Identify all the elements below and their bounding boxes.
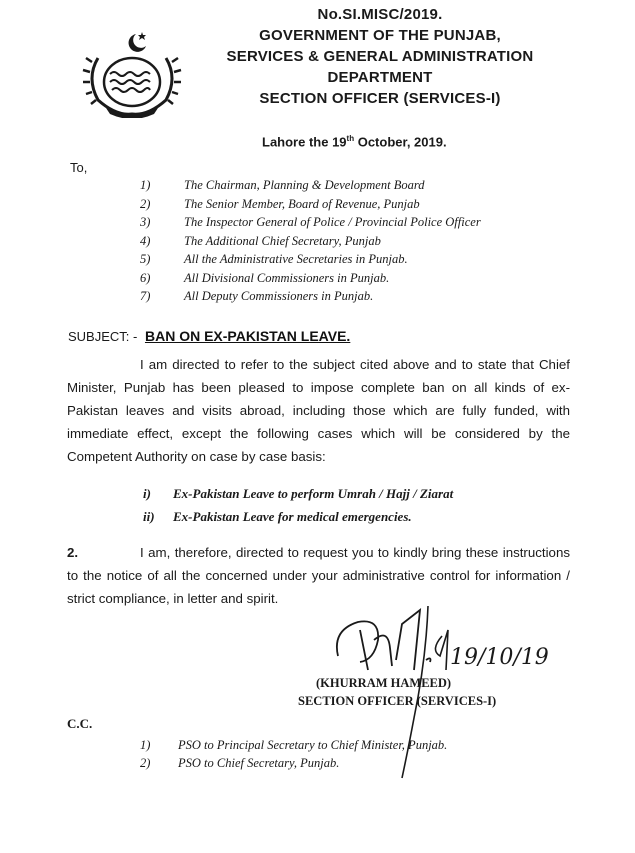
letter-date — [262, 134, 447, 149]
punjab-emblem-logo — [76, 28, 188, 118]
addressee-item-number: 1) — [140, 178, 151, 192]
exception-cases-list — [143, 486, 563, 532]
exception-case-item-number: i) — [143, 486, 151, 501]
addressee-item-text: All the Administrative Secretaries in Punjab. — [184, 252, 408, 266]
date-prefix: Lahore the 19 — [262, 134, 347, 150]
cc-item — [140, 738, 447, 756]
paragraph-1 — [67, 353, 570, 468]
exception-case-item — [143, 486, 563, 509]
date-rest: October, 2019. — [354, 134, 447, 150]
header-department: SERVICES & GENERAL ADMINISTRATION — [226, 48, 534, 65]
addressee-item-number: 3) — [140, 215, 151, 229]
addressee-item-text: All Deputy Commissioners in Punjab. — [184, 289, 374, 303]
addressee-item-text: The Inspector General of Police / Provincial Police Officer — [184, 215, 481, 229]
addressee-item — [140, 197, 580, 216]
addressee-item-text: The Senior Member, Board of Revenue, Punjab — [184, 196, 420, 211]
addressee-item-text: The Additional Chief Secretary, Punjab — [184, 233, 381, 248]
addressee-item-number: 6) — [140, 270, 151, 285]
addressee-item-text: All Divisional Commissioners in Punjab. — [184, 270, 390, 285]
addressee-item — [140, 271, 580, 290]
addressee-item — [140, 234, 580, 253]
addressee-list — [140, 178, 580, 308]
header-government: GOVERNMENT OF THE PUNJAB, — [259, 27, 501, 44]
addressee-item — [140, 289, 580, 308]
subject-label: SUBJECT: - — [68, 329, 138, 344]
header-section: SECTION OFFICER (SERVICES-I) — [259, 90, 501, 107]
subject-title: BAN ON EX-PAKISTAN LEAVE. — [144, 328, 351, 344]
signatory-designation: SECTION OFFICER (SERVICES-I) — [298, 694, 497, 708]
addressee-item — [140, 252, 580, 271]
cc-item-text: PSO to Chief Secretary, Punjab. — [178, 756, 340, 770]
header-department-word: DEPARTMENT — [327, 69, 433, 86]
cc-label: C.C. — [67, 716, 93, 731]
addressee-item-number: 5) — [140, 252, 151, 266]
cc-item-number: 1) — [140, 738, 151, 752]
cc-item-number: 2) — [140, 756, 151, 770]
addressee-item — [140, 178, 580, 197]
paragraph-2-text: I am, therefore, directed to request you to kindly bring these instructions to the notice of all the concerned under your administrative control for information / strict compliance, in letter and spirit. — [67, 545, 570, 606]
addressee-item-text: The Chairman, Planning & Development Board — [184, 178, 425, 192]
cc-list — [140, 738, 447, 774]
exception-case-item — [143, 509, 563, 532]
addressee-item-number: 7) — [140, 289, 151, 303]
exception-case-item-text: Ex-Pakistan Leave to perform Umrah / Hajj / Ziarat — [173, 486, 454, 501]
paragraph-1-text: I am directed to refer to the subject cited above and to state that Chief Minister, Punjab has been pleased to impose complete ban on all kinds of ex-Pakistan leaves and visits abroad, including those which are fully funded, with immediate effect, except the following cases which will be considered by the Competent Authority on case by case basis: — [67, 357, 570, 464]
cc-item-text: PSO to Principal Secretary to Chief Minister, Punjab. — [178, 738, 448, 752]
exception-case-item-text: Ex-Pakistan Leave for medical emergencies. — [173, 509, 412, 524]
signature-handwritten-date: 19/10/19 — [450, 645, 549, 670]
addressee-item-number: 4) — [140, 233, 151, 248]
cc-item — [140, 756, 447, 774]
signatory-name: (KHURRAM HAMEED) — [316, 676, 452, 690]
addressee-item-number: 2) — [140, 196, 151, 211]
to-label: To, — [70, 160, 88, 175]
letterhead — [190, 6, 570, 126]
reference-number: No.SI.MISC/2019. — [317, 6, 443, 23]
subject-line — [68, 328, 350, 344]
paragraph-2-number: 2. — [67, 545, 79, 560]
date-suffix: th — [346, 134, 355, 143]
exception-case-item-number: ii) — [143, 509, 155, 524]
addressee-item — [140, 215, 580, 234]
